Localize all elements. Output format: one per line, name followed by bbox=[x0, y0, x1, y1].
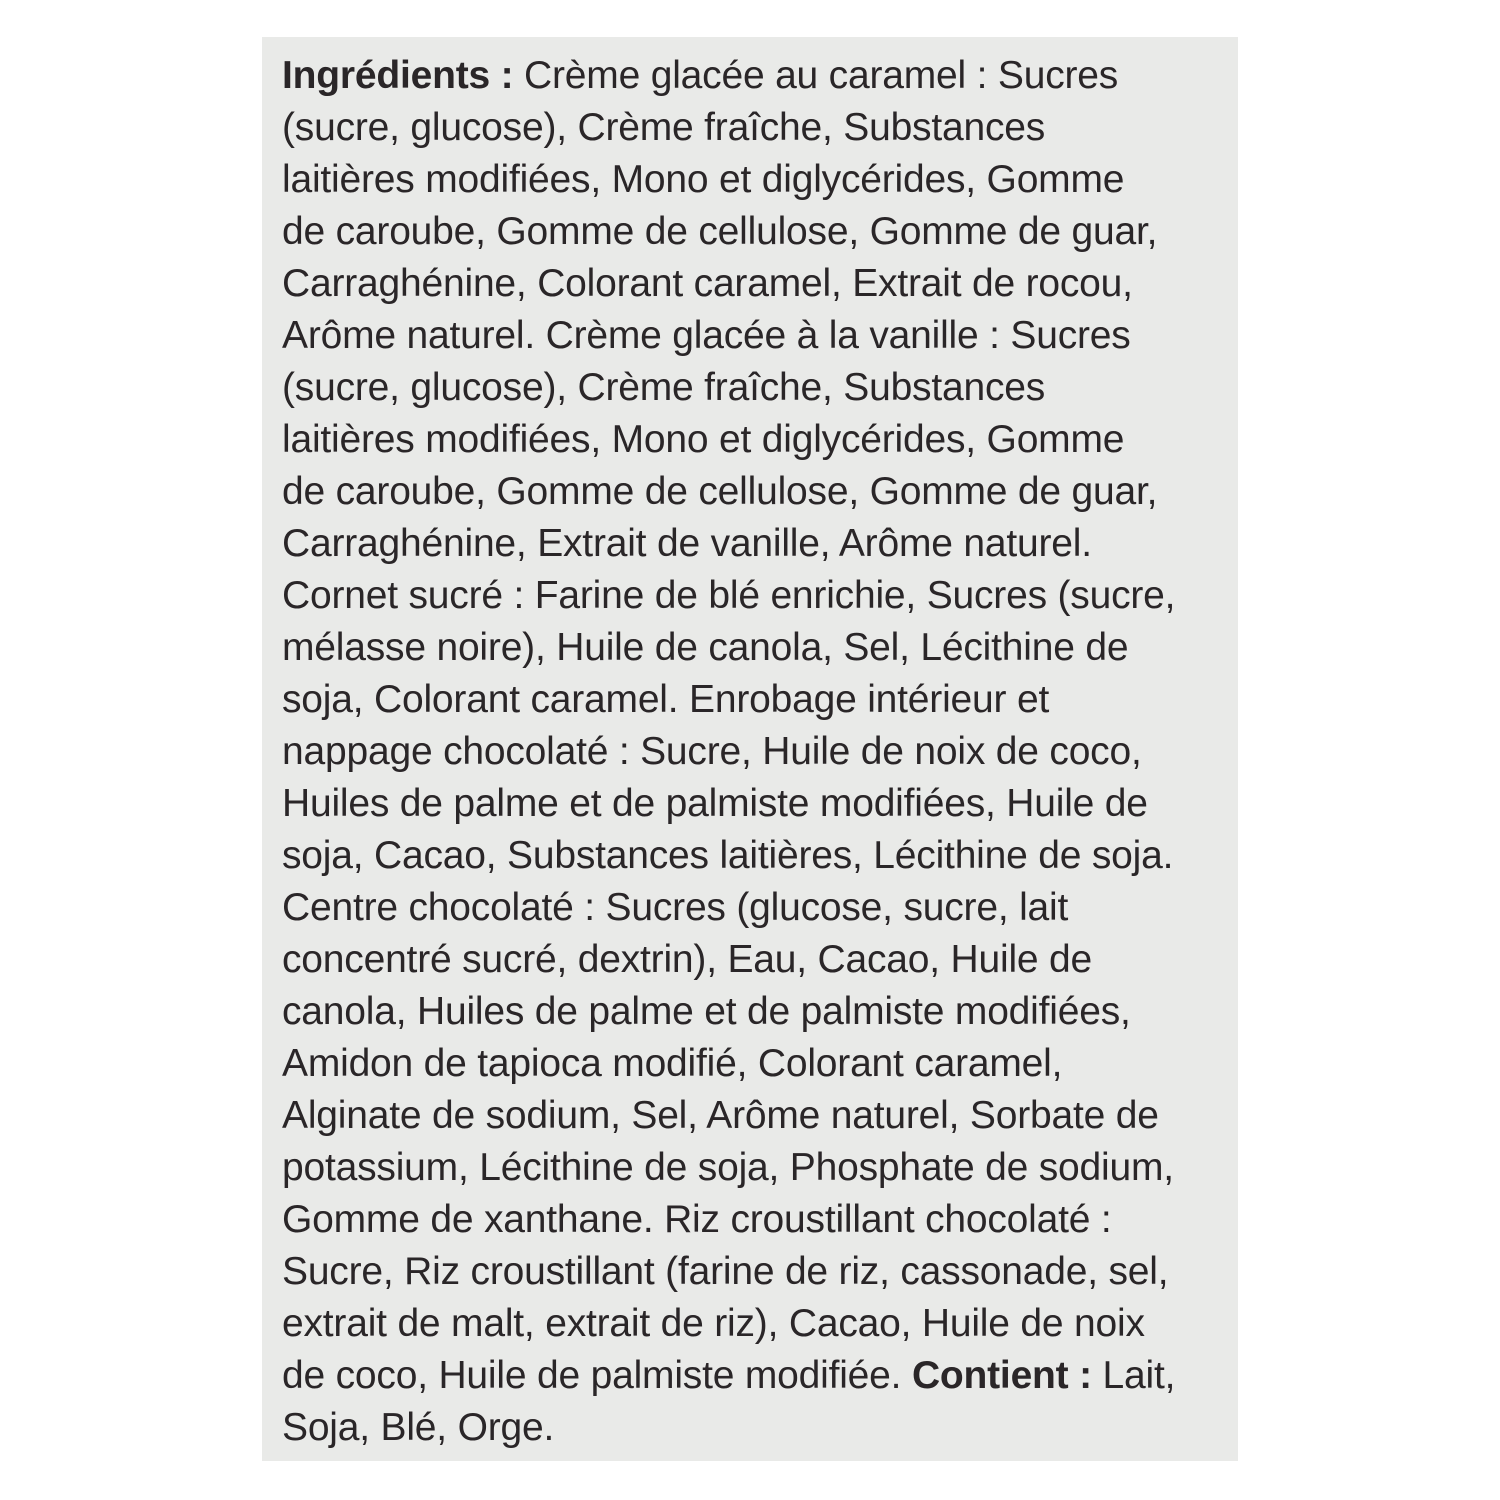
ingredient-line bbox=[282, 310, 1175, 362]
ingredient-text: Lait, bbox=[1091, 1354, 1176, 1397]
ingredient-text: Carraghénine, Colorant caramel, Extrait de rocou, bbox=[282, 262, 1133, 305]
ingredient-line bbox=[282, 206, 1175, 258]
ingredient-line bbox=[282, 830, 1175, 882]
ingredient-line bbox=[282, 1038, 1175, 1090]
ingredient-text: de coco, Huile de palmiste modifiée. bbox=[282, 1354, 912, 1397]
ingredient-text: laitières modifiées, Mono et diglycérides, Gomme bbox=[282, 158, 1125, 201]
ingredient-text: (sucre, glucose), Crème fraîche, Substances bbox=[282, 106, 1046, 149]
ingredient-text: soja, Cacao, Substances laitières, Lécithine de soja. bbox=[282, 834, 1174, 877]
ingredient-line bbox=[282, 778, 1175, 830]
ingredient-text: Cornet sucré : Farine de blé enrichie, Sucres (sucre, bbox=[282, 574, 1176, 617]
ingredient-line bbox=[282, 1246, 1175, 1298]
ingredient-text: nappage chocolaté : Sucre, Huile de noix de coco, bbox=[282, 730, 1142, 773]
ingredient-text: Gomme de xanthane. Riz croustillant chocolaté : bbox=[282, 1198, 1112, 1241]
ingredient-line bbox=[282, 414, 1175, 466]
ingredient-text: (sucre, glucose), Crème fraîche, Substances bbox=[282, 366, 1046, 409]
ingredient-text: Huiles de palme et de palmiste modifiées, Huile de bbox=[282, 782, 1148, 825]
ingredient-line bbox=[282, 258, 1175, 310]
ingredient-line bbox=[282, 622, 1175, 674]
ingredient-text: Carraghénine, Extrait de vanille, Arôme naturel. bbox=[282, 522, 1092, 565]
ingredient-line bbox=[282, 1142, 1175, 1194]
ingredient-text: soja, Colorant caramel. Enrobage intérieur et bbox=[282, 678, 1050, 721]
ingredients-label-panel bbox=[262, 37, 1238, 1461]
ingredient-text: Alginate de sodium, Sel, Arôme naturel, Sorbate de bbox=[282, 1094, 1159, 1137]
ingredient-line bbox=[282, 50, 1175, 102]
ingredient-text: laitières modifiées, Mono et diglycérides, Gomme bbox=[282, 418, 1125, 461]
ingredient-line bbox=[282, 882, 1175, 934]
ingredient-line bbox=[282, 1298, 1175, 1350]
ingredient-text: potassium, Lécithine de soja, Phosphate de sodium, bbox=[282, 1146, 1174, 1189]
ingredient-line bbox=[282, 518, 1175, 570]
ingredient-line bbox=[282, 1090, 1175, 1142]
ingredient-text: mélasse noire), Huile de canola, Sel, Lécithine de bbox=[282, 626, 1129, 669]
ingredient-line bbox=[282, 1194, 1175, 1246]
ingredient-line bbox=[282, 726, 1175, 778]
ingredient-line bbox=[282, 362, 1175, 414]
ingredient-text: canola, Huiles de palme et de palmiste modifiées, bbox=[282, 990, 1131, 1033]
ingredients-text bbox=[282, 50, 1175, 1454]
ingredient-text: Crème glacée au caramel : Sucres bbox=[513, 54, 1119, 97]
ingredient-text: Centre chocolaté : Sucres (glucose, sucre, lait bbox=[282, 886, 1069, 929]
ingredient-text: de caroube, Gomme de cellulose, Gomme de guar, bbox=[282, 210, 1158, 253]
ingredient-line bbox=[282, 466, 1175, 518]
bold-heading-text: Contient : bbox=[911, 1354, 1092, 1397]
ingredient-line bbox=[282, 1402, 1175, 1454]
ingredient-text: Arôme naturel. Crème glacée à la vanille : Sucres bbox=[282, 314, 1131, 357]
ingredient-line bbox=[282, 154, 1175, 206]
ingredient-line bbox=[282, 102, 1175, 154]
ingredient-text: extrait de malt, extrait de riz), Cacao, Huile de noix bbox=[282, 1302, 1145, 1345]
ingredient-line bbox=[282, 986, 1175, 1038]
ingredient-line bbox=[282, 570, 1175, 622]
ingredient-text: Sucre, Riz croustillant (farine de riz, cassonade, sel, bbox=[282, 1250, 1169, 1293]
ingredient-line bbox=[282, 934, 1175, 986]
bold-heading-text: Ingrédients : bbox=[282, 54, 514, 97]
ingredient-text: Soja, Blé, Orge. bbox=[282, 1406, 555, 1449]
ingredient-text: concentré sucré, dextrin), Eau, Cacao, Huile de bbox=[282, 938, 1093, 981]
ingredient-line bbox=[282, 674, 1175, 726]
ingredient-text: Amidon de tapioca modifié, Colorant caramel, bbox=[282, 1042, 1063, 1085]
ingredient-line bbox=[282, 1350, 1175, 1402]
ingredient-text: de caroube, Gomme de cellulose, Gomme de guar, bbox=[282, 470, 1158, 513]
